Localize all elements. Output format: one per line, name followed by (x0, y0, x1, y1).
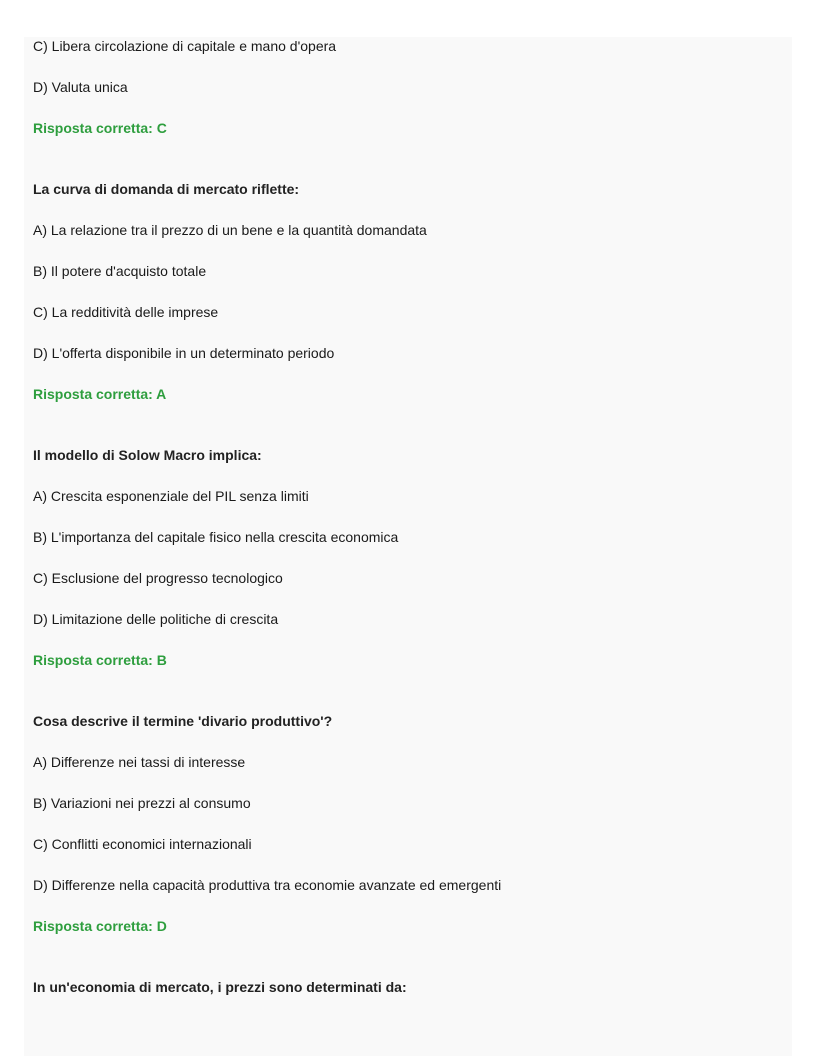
correct-answer: Risposta corretta: D (33, 918, 167, 934)
option-d: D) Valuta unica (33, 79, 128, 95)
option-a: A) La relazione tra il prezzo di un bene e la quantità domandata (33, 222, 427, 238)
correct-answer: Risposta corretta: A (33, 386, 167, 402)
question-title: La curva di domanda di mercato riflette: (33, 181, 300, 197)
option-b: B) L'importanza del capitale fisico nella crescita economica (33, 529, 399, 545)
correct-answer: Risposta corretta: B (33, 652, 167, 668)
correct-answer: Risposta corretta: C (33, 120, 167, 136)
option-c: C) Esclusione del progresso tecnologico (33, 570, 283, 586)
option-d: D) Differenze nella capacità produttiva tra economie avanzate ed emergenti (33, 877, 502, 893)
question-title: Il modello di Solow Macro implica: (33, 447, 262, 463)
option-a: A) Differenze nei tassi di interesse (33, 754, 246, 770)
option-c: C) La redditività delle imprese (33, 304, 219, 320)
option-b: B) Il potere d'acquisto totale (33, 263, 207, 279)
option-b: B) Variazioni nei prezzi al consumo (33, 795, 251, 811)
option-d: D) Limitazione delle politiche di crescita (33, 611, 279, 627)
option-a: A) Crescita esponenziale del PIL senza limiti (33, 488, 309, 504)
quiz-content (33, 36, 783, 1018)
question-title: In un'economia di mercato, i prezzi sono determinati da: (33, 979, 407, 995)
option-c: C) Conflitti economici internazionali (33, 836, 252, 852)
option-d: D) L'offerta disponibile in un determinato periodo (33, 345, 335, 361)
option-c: C) Libera circolazione di capitale e mano d'opera (33, 38, 337, 54)
question-title: Cosa descrive il termine 'divario produttivo'? (33, 713, 333, 729)
